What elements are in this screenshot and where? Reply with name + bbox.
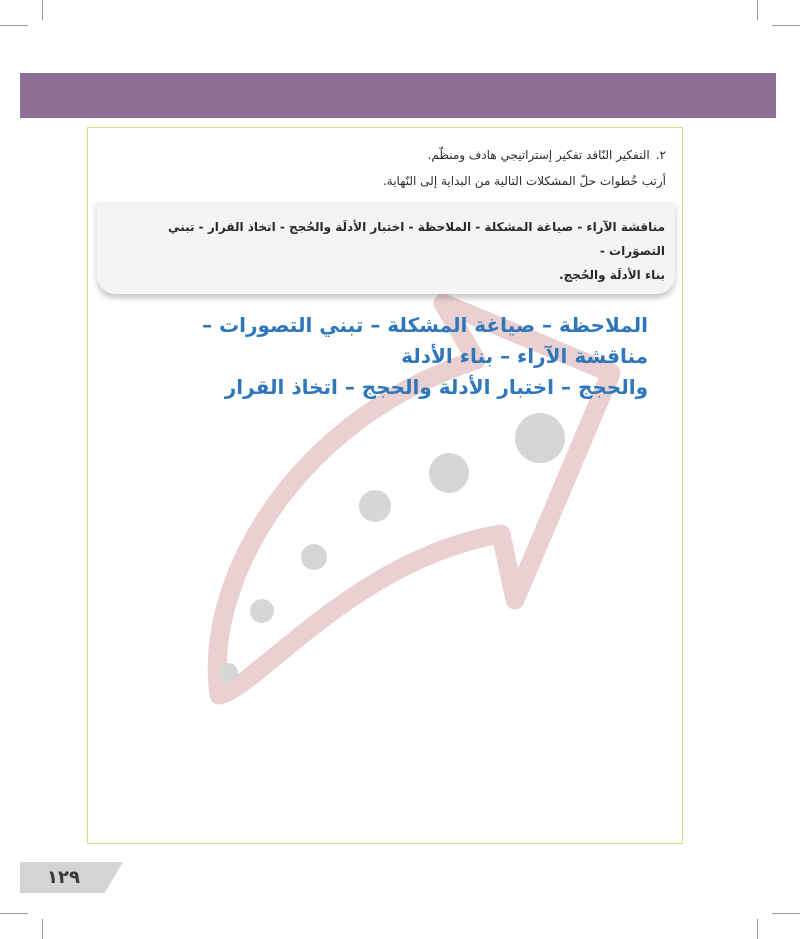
crop-mark-left-bottom xyxy=(0,913,28,914)
choices-line-1: مناقشة الآراء - صياغة المشكلة - الملاحظة - اختبار الأدلَة والحُجج - اتخاذ القرار - تبني التصوَرات - xyxy=(168,220,665,258)
content-frame xyxy=(87,127,683,844)
watermark-dot-5 xyxy=(429,453,469,493)
watermark-dot-4 xyxy=(359,490,391,522)
watermark-dot-2 xyxy=(250,599,274,623)
watermark-dot-6 xyxy=(515,413,565,463)
crop-mark-right-top xyxy=(772,25,800,26)
crop-mark-top-right xyxy=(757,0,758,20)
question-number: ٢. xyxy=(655,148,666,162)
page-number: ١٢٩ xyxy=(47,867,80,888)
answer-text xyxy=(140,310,648,403)
answer-line-1: الملاحظة – صياغة المشكلة – تبني التصورات – مناقشة الآراء – بناء الأدلة xyxy=(202,313,648,368)
crop-mark-bottom-right xyxy=(757,919,758,939)
crop-mark-top-left xyxy=(42,0,43,20)
question-block xyxy=(106,142,666,194)
watermark-dot-3 xyxy=(301,544,327,570)
choices-line-2: بناء الأدلَة والحُجج. xyxy=(559,268,665,282)
question-statement-line xyxy=(106,142,666,168)
header-band xyxy=(20,73,776,118)
crop-mark-left-top xyxy=(0,25,28,26)
watermark-dot-1 xyxy=(218,663,238,683)
question-instruction: أرتب خُطوات حلّ المشكلات التالية من البداية إلى النّهاية. xyxy=(382,174,666,188)
answer-line-2: والحجج – اختبار الأدلة والحجج – اتخاذ القرار xyxy=(224,375,648,399)
choices-box xyxy=(97,202,675,294)
crop-mark-right-bottom xyxy=(772,913,800,914)
question-statement: التفكير النّاقد تفكير إستراتيجي هادف ومنظّم. xyxy=(427,148,650,162)
crop-mark-bottom-left xyxy=(42,919,43,939)
